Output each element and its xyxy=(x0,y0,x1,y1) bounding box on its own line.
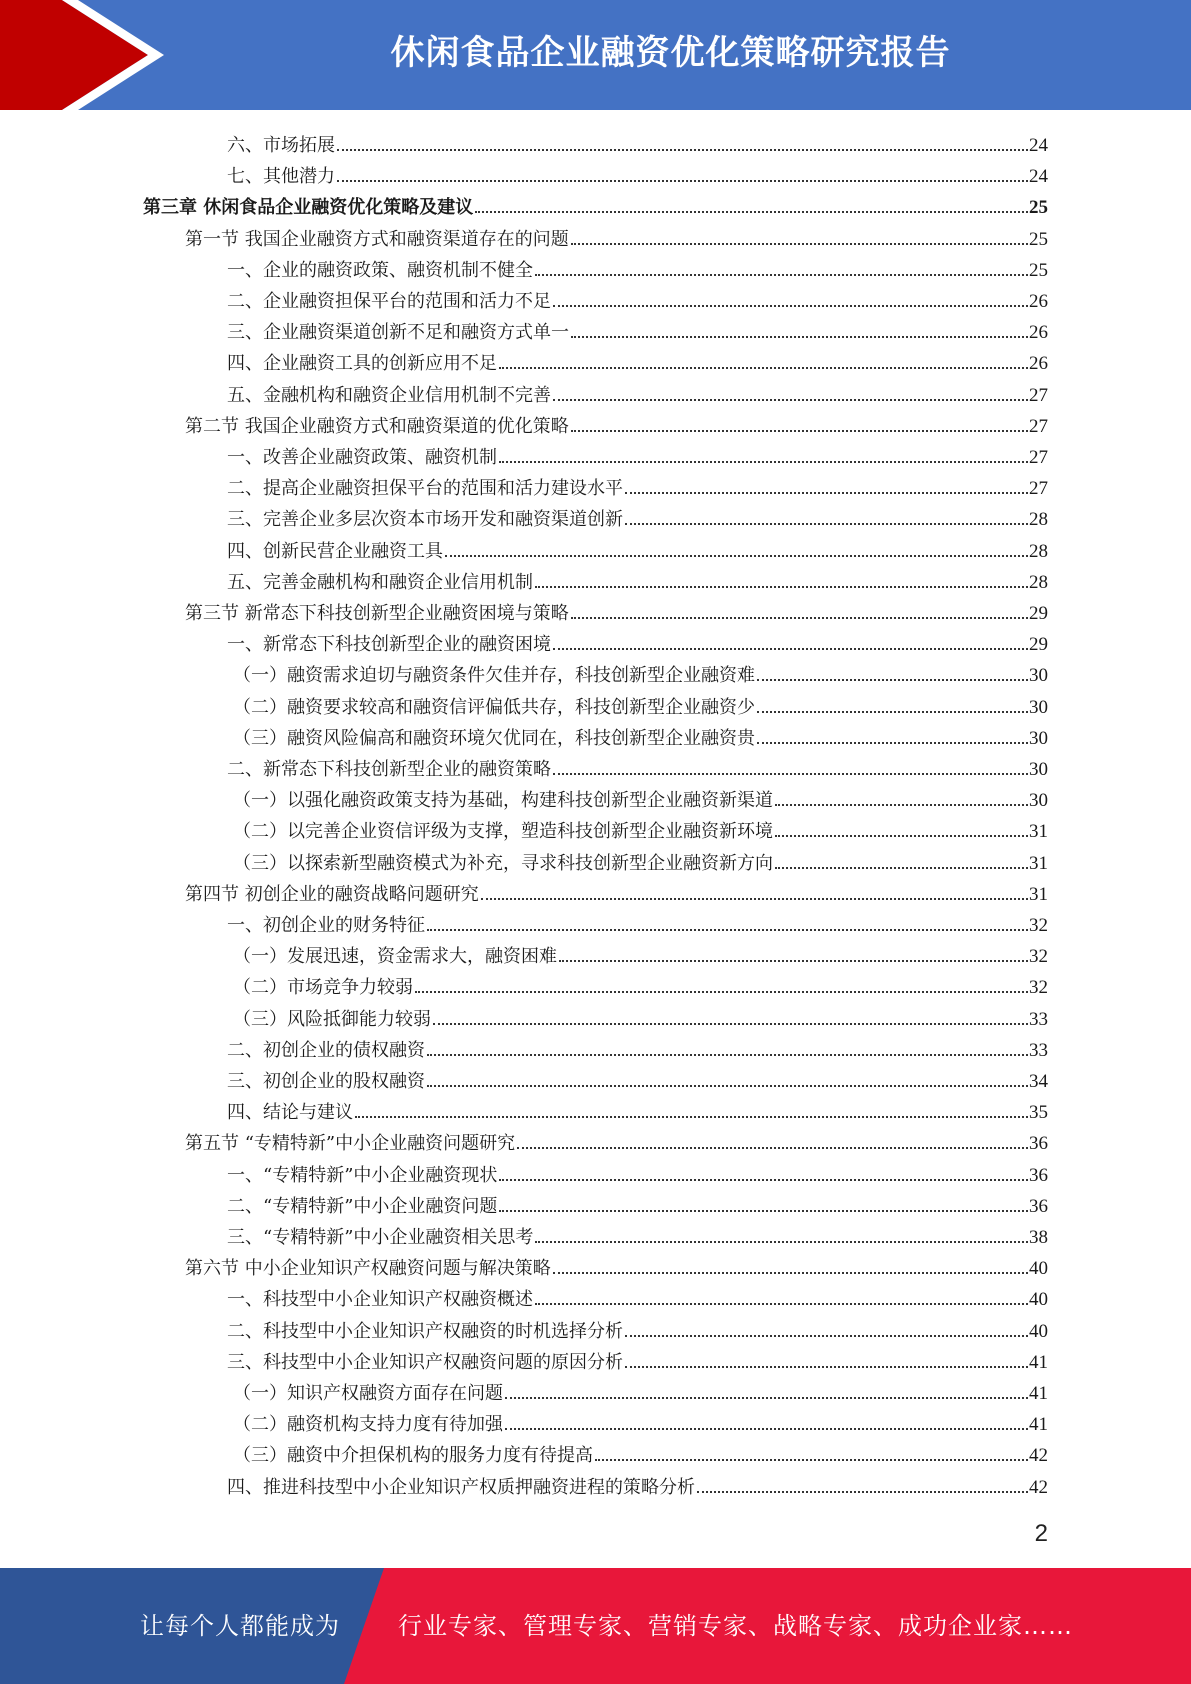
toc-entry[interactable] xyxy=(185,596,1048,626)
toc-entry-title: 第四节 初创企业的融资战略问题研究 xyxy=(185,883,479,905)
toc-entry-page: 32 xyxy=(1029,946,1048,968)
toc-dot-leader xyxy=(775,804,1028,806)
toc-entry-title: 二、新常态下科技创新型企业的融资策略 xyxy=(227,759,551,780)
toc-entry-page: 36 xyxy=(1029,1164,1048,1186)
toc-entry[interactable] xyxy=(233,721,1048,751)
toc-entry-page: 31 xyxy=(1029,852,1048,874)
toc-entry-page: 41 xyxy=(1029,1351,1048,1373)
toc-dot-leader xyxy=(499,1210,1028,1212)
toc-dot-leader xyxy=(445,555,1028,557)
toc-entry[interactable] xyxy=(227,1095,1048,1125)
toc-dot-leader xyxy=(475,211,1028,213)
toc-entry-title: 五、金融机构和融资企业信用机制不完善 xyxy=(227,384,551,406)
toc-entry-page: 26 xyxy=(1029,353,1048,375)
toc-dot-leader xyxy=(505,1397,1028,1399)
toc-dot-leader xyxy=(571,617,1028,619)
toc-entry[interactable] xyxy=(227,908,1048,938)
toc-dot-leader xyxy=(625,523,1028,525)
toc-dot-leader xyxy=(499,367,1028,369)
toc-dot-leader xyxy=(481,898,1028,900)
toc-entry[interactable] xyxy=(233,814,1048,844)
toc-entry-title: （二）融资要求较高和融资信评偏低共存，科技创新型企业融资少 xyxy=(233,696,755,718)
toc-entry-page: 28 xyxy=(1029,540,1048,562)
toc-entry-page: 27 xyxy=(1029,447,1048,468)
toc-dot-leader xyxy=(535,586,1028,588)
toc-entry[interactable] xyxy=(233,1002,1048,1032)
toc-entry[interactable] xyxy=(227,315,1048,345)
toc-entry[interactable] xyxy=(233,1438,1048,1468)
toc-entry[interactable] xyxy=(227,1345,1048,1375)
toc-entry[interactable] xyxy=(227,627,1048,657)
toc-dot-leader xyxy=(553,648,1028,650)
toc-entry-page: 28 xyxy=(1029,509,1048,531)
toc-entry-page: 26 xyxy=(1029,291,1048,312)
toc-entry-page: 40 xyxy=(1029,1320,1048,1342)
toc-entry[interactable] xyxy=(227,378,1048,408)
toc-chapter-entry[interactable] xyxy=(143,190,1048,220)
toc-entry-title: 一、科技型中小企业知识产权融资概述 xyxy=(227,1289,533,1311)
toc-entry[interactable] xyxy=(227,1064,1048,1094)
toc-entry-title: 六、市场拓展 xyxy=(227,135,335,156)
toc-entry-title: 四、推进科技型中小企业知识产权质押融资进程的策略分析 xyxy=(227,1476,695,1498)
toc-entry-page: 41 xyxy=(1029,1414,1048,1436)
toc-entry-page: 30 xyxy=(1029,665,1048,687)
toc-entry[interactable] xyxy=(185,409,1048,439)
toc-entry-title: 第五节 “专精特新”中小企业融资问题研究 xyxy=(185,1133,516,1155)
toc-entry[interactable] xyxy=(227,534,1048,564)
toc-dot-leader xyxy=(553,1272,1028,1274)
toc-entry[interactable] xyxy=(233,783,1048,813)
toc-dot-leader xyxy=(505,1428,1028,1430)
toc-entry-title: 四、结论与建议 xyxy=(227,1102,353,1124)
toc-dot-leader xyxy=(757,711,1028,713)
page-title: 休闲食品企业融资优化策略研究报告 xyxy=(390,33,951,73)
toc-dot-leader xyxy=(415,991,1028,993)
toc-entry-title: 四、企业融资工具的创新应用不足 xyxy=(227,353,497,375)
toc-entry[interactable] xyxy=(185,877,1048,907)
toc-dot-leader xyxy=(433,1023,1028,1025)
toc-dot-leader xyxy=(775,867,1028,869)
toc-dot-leader xyxy=(499,461,1028,463)
toc-entry-title: 一、新常态下科技创新型企业的融资困境 xyxy=(227,634,551,656)
toc-dot-leader xyxy=(697,1491,1028,1493)
toc-entry-title: 二、提高企业融资担保平台的范围和活力建设水平 xyxy=(227,478,623,500)
toc-entry[interactable] xyxy=(185,1251,1048,1281)
toc-entry[interactable] xyxy=(227,1220,1048,1250)
toc-entry-title: （一）发展迅速，资金需求大，融资困难 xyxy=(233,946,557,968)
toc-entry-title: 二、“专精特新”中小企业融资问题 xyxy=(227,1195,498,1217)
toc-entry-title: 一、企业的融资政策、融资机制不健全 xyxy=(227,259,533,281)
toc-dot-leader xyxy=(625,1366,1028,1368)
toc-dot-leader xyxy=(355,1116,1028,1118)
toc-entry-page: 31 xyxy=(1029,883,1048,905)
toc-entry-page: 42 xyxy=(1029,1476,1048,1498)
toc-entry[interactable] xyxy=(227,159,1048,189)
toc-dot-leader xyxy=(571,243,1028,245)
toc-entry[interactable] xyxy=(227,502,1048,532)
toc-entry[interactable] xyxy=(233,1407,1048,1437)
toc-entry-page: 35 xyxy=(1029,1102,1048,1124)
toc-dot-leader xyxy=(337,149,1028,151)
toc-dot-leader xyxy=(337,180,1028,182)
toc-entry-page: 29 xyxy=(1029,634,1048,656)
toc-entry[interactable] xyxy=(185,1126,1048,1156)
toc-entry-title: （三）风险抵御能力较弱 xyxy=(233,1008,431,1030)
toc-entry-title: （三）融资中介担保机构的服务力度有待提高 xyxy=(233,1445,593,1467)
toc-entry-title: （一）融资需求迫切与融资条件欠佳并存，科技创新型企业融资难 xyxy=(233,665,755,687)
toc-entry-title: 第一节 我国企业融资方式和融资渠道存在的问题 xyxy=(185,228,569,250)
toc-entry-title: 一、改善企业融资政策、融资机制 xyxy=(227,447,497,468)
toc-entry[interactable] xyxy=(185,222,1048,252)
toc-dot-leader xyxy=(553,305,1028,307)
toc-entry-page: 24 xyxy=(1029,135,1048,156)
toc-entry-page: 25 xyxy=(1029,197,1048,219)
toc-entry-title: 五、完善金融机构和融资企业信用机制 xyxy=(227,571,533,593)
toc-entry[interactable] xyxy=(227,346,1048,376)
toc-entry-title: 三、科技型中小企业知识产权融资问题的原因分析 xyxy=(227,1351,623,1373)
toc-entry-title: 第三节 新常态下科技创新型企业融资困境与策略 xyxy=(185,603,569,624)
toc-entry-title: 七、其他潜力 xyxy=(227,166,335,188)
toc-dot-leader xyxy=(427,929,1028,931)
toc-entry-page: 24 xyxy=(1029,166,1048,188)
toc-dot-leader xyxy=(535,1241,1028,1243)
toc-entry-page: 25 xyxy=(1029,259,1048,281)
toc-dot-leader xyxy=(595,1459,1028,1461)
toc-dot-leader xyxy=(571,336,1028,338)
toc-entry[interactable] xyxy=(233,846,1048,876)
toc-entry[interactable] xyxy=(227,1158,1048,1188)
toc-entry-title: 一、“专精特新”中小企业融资现状 xyxy=(227,1164,498,1186)
toc-entry-title: 第六节 中小企业知识产权融资问题与解决策略 xyxy=(185,1258,551,1280)
toc-entry-page: 31 xyxy=(1029,821,1048,843)
toc-dot-leader xyxy=(757,679,1028,681)
page-header xyxy=(0,0,1191,110)
toc-dot-leader xyxy=(553,773,1028,775)
toc-entry-title: 三、“专精特新”中小企业融资相关思考 xyxy=(227,1227,534,1248)
toc-entry[interactable] xyxy=(227,752,1048,782)
toc-entry[interactable] xyxy=(233,690,1048,720)
toc-entry-page: 40 xyxy=(1029,1258,1048,1280)
toc-dot-leader xyxy=(517,1147,1028,1149)
page-number: 2 xyxy=(1034,1520,1048,1547)
toc-dot-leader xyxy=(427,1085,1028,1087)
toc-entry-page: 33 xyxy=(1029,1008,1048,1030)
toc-entry-page: 30 xyxy=(1029,790,1048,812)
toc-entry-page: 27 xyxy=(1029,415,1048,437)
toc-dot-leader xyxy=(775,835,1028,837)
toc-entry-page: 29 xyxy=(1029,603,1048,624)
toc-dot-leader xyxy=(559,960,1028,962)
toc-entry-title: 二、初创企业的债权融资 xyxy=(227,1039,425,1061)
toc-entry-title: 三、企业融资渠道创新不足和融资方式单一 xyxy=(227,322,569,344)
toc-entry-title: 第二节 我国企业融资方式和融资渠道的优化策略 xyxy=(185,415,569,437)
toc-entry[interactable] xyxy=(227,253,1048,283)
toc-entry-page: 28 xyxy=(1029,571,1048,593)
footer-slogan-left: 让每个人都能成为 xyxy=(140,1612,340,1640)
toc-entry[interactable] xyxy=(227,1189,1048,1219)
toc-dot-leader xyxy=(553,399,1028,401)
toc-dot-leader xyxy=(757,742,1028,744)
toc-entry-title: 四、创新民营企业融资工具 xyxy=(227,540,443,562)
toc-entry-page: 27 xyxy=(1029,384,1048,406)
toc-entry-page: 26 xyxy=(1029,322,1048,344)
toc-entry[interactable] xyxy=(227,1033,1048,1063)
toc-entry-page: 38 xyxy=(1029,1227,1048,1248)
toc-dot-leader xyxy=(499,1179,1028,1181)
toc-entry-title: （二）以完善企业资信评级为支撑，塑造科技创新型企业融资新环境 xyxy=(233,821,773,843)
toc-entry[interactable] xyxy=(227,1470,1048,1500)
toc-entry-page: 42 xyxy=(1029,1445,1048,1467)
toc-entry-title: 二、科技型中小企业知识产权融资的时机选择分析 xyxy=(227,1320,623,1342)
toc-dot-leader xyxy=(427,1054,1028,1056)
toc-entry-page: 30 xyxy=(1029,696,1048,718)
toc-entry-page: 41 xyxy=(1029,1383,1048,1404)
toc-entry-page: 36 xyxy=(1029,1195,1048,1217)
toc-entry[interactable] xyxy=(233,970,1048,1000)
toc-entry-title: 第三章 休闲食品企业融资优化策略及建议 xyxy=(143,197,474,219)
toc-entry-title: 一、初创企业的财务特征 xyxy=(227,915,425,936)
toc-dot-leader xyxy=(535,274,1028,276)
toc-entry[interactable] xyxy=(227,440,1048,470)
page-footer xyxy=(0,1568,1191,1684)
toc-dot-leader xyxy=(571,430,1028,432)
toc-entry-page: 27 xyxy=(1029,478,1048,500)
toc-entry-title: 三、完善企业多层次资本市场开发和融资渠道创新 xyxy=(227,509,623,531)
toc-entry-title: 三、初创企业的股权融资 xyxy=(227,1071,425,1092)
toc-entry[interactable] xyxy=(227,284,1048,314)
toc-entry[interactable] xyxy=(233,939,1048,969)
toc-entry-page: 25 xyxy=(1029,228,1048,250)
toc-entry[interactable] xyxy=(227,565,1048,595)
toc-dot-leader xyxy=(625,1335,1028,1337)
toc-entry-page: 30 xyxy=(1029,759,1048,780)
toc-entry[interactable] xyxy=(233,658,1048,688)
toc-entry-page: 32 xyxy=(1029,915,1048,936)
toc-entry-title: （一）知识产权融资方面存在问题 xyxy=(233,1383,503,1404)
toc-entry[interactable] xyxy=(227,1314,1048,1344)
toc-entry-title: 二、企业融资担保平台的范围和活力不足 xyxy=(227,291,551,312)
toc-entry-title: （一）以强化融资政策支持为基础，构建科技创新型企业融资新渠道 xyxy=(233,790,773,812)
toc-entry-title: （二）市场竞争力较弱 xyxy=(233,977,413,999)
toc-entry-title: （三）以探索新型融资模式为补充，寻求科技创新型企业融资新方向 xyxy=(233,852,773,874)
toc-entry-title: （二）融资机构支持力度有待加强 xyxy=(233,1414,503,1436)
toc-entry[interactable] xyxy=(227,471,1048,501)
toc-dot-leader xyxy=(625,492,1028,494)
toc-entry[interactable] xyxy=(227,128,1048,158)
toc-entry-page: 32 xyxy=(1029,977,1048,999)
toc-entry-page: 30 xyxy=(1029,727,1048,749)
toc-entry-title: （三）融资风险偏高和融资环境欠优同在，科技创新型企业融资贵 xyxy=(233,727,755,749)
toc-entry[interactable] xyxy=(227,1282,1048,1312)
toc-entry-page: 36 xyxy=(1029,1133,1048,1155)
toc-entry-page: 33 xyxy=(1029,1039,1048,1061)
toc-entry-page: 40 xyxy=(1029,1289,1048,1311)
toc-entry-page: 34 xyxy=(1029,1071,1048,1092)
footer-slogan-right: 行业专家、管理专家、营销专家、战略专家、成功企业家…… xyxy=(398,1612,1073,1640)
toc-entry[interactable] xyxy=(233,1376,1048,1406)
toc-dot-leader xyxy=(535,1303,1028,1305)
